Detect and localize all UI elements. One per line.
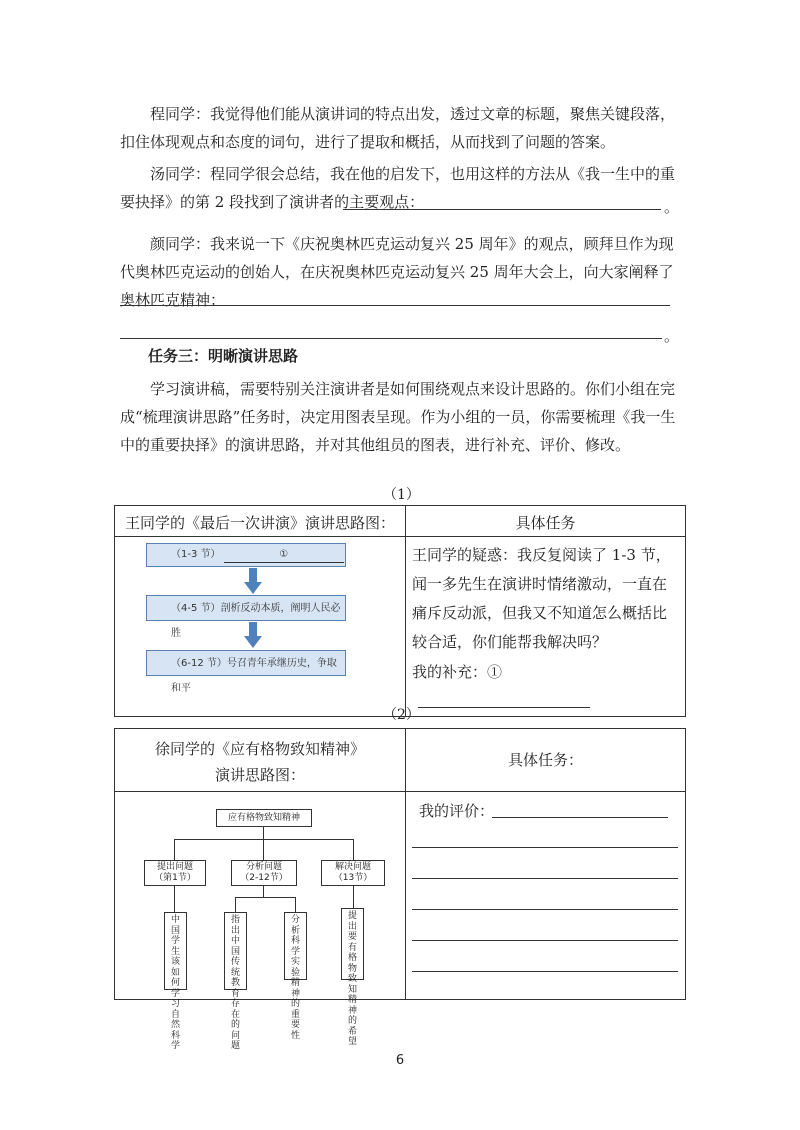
- tree-connector: [295, 897, 296, 913]
- table2-left-header: 徐同学的《应有格物致知精神》 演讲思路图：: [115, 729, 406, 792]
- tree-connector: [263, 885, 264, 897]
- paragraph-cheng: 程同学：我觉得他们能从演讲词的特点出发，透过文章的标题，聚焦关键段落，扣住体现观点和态度的词句，进行了提取和概括，从而找到了问题的答案。: [120, 105, 676, 151]
- table2-tree-cell: [115, 792, 406, 1051]
- table1-flowchart-cell: [115, 537, 406, 717]
- flow-box-1: （1-3 节） ①: [146, 543, 346, 567]
- tree-branch-2: 分析问题 （2-12节）: [231, 860, 297, 886]
- tang-answer-blank[interactable]: [343, 209, 661, 210]
- down-arrow-icon: [244, 568, 262, 594]
- table1-right-header: 具体任务: [406, 506, 686, 537]
- page-number: 6: [395, 1053, 405, 1068]
- tree-connector: [353, 885, 354, 909]
- table1-task-cell: [406, 537, 686, 717]
- table1-caption: （1）: [383, 487, 420, 503]
- evaluation-blank-2[interactable]: [412, 847, 678, 848]
- table2-right-header: 具体任务：: [406, 729, 686, 792]
- evaluation-label: 我的评价：: [419, 802, 495, 820]
- tang-text: 汤同学：程同学很会总结，我在他的启发下，也用这样的方法从《我一生中的重要抉择》的第 2 段找到了演讲者的主要观点：: [120, 165, 676, 211]
- tree-connector: [235, 897, 295, 898]
- tree-leaf-4: 提出要有格物致知精神的希望: [341, 908, 364, 980]
- tree-leaf-3: 分析科学实验精神的重要性: [284, 912, 307, 980]
- tree-branch-3: 解决问题 （13节）: [321, 860, 385, 886]
- tree-connector: [263, 825, 264, 839]
- supplement-blank[interactable]: [418, 689, 590, 708]
- table2-caption: （2）: [383, 707, 420, 723]
- down-arrow-icon: [244, 622, 262, 648]
- tree-root: 应有格物致知精神: [216, 809, 312, 827]
- evaluation-blank-4[interactable]: [412, 909, 678, 910]
- tree-connector: [353, 839, 354, 861]
- evaluation-blank-6[interactable]: [412, 971, 678, 972]
- flow-box-2: （4-5 节）剖析反动本质，阐明人民必胜: [146, 595, 346, 621]
- evaluation-blank-1[interactable]: [492, 817, 668, 818]
- table1: [114, 505, 686, 717]
- evaluation-blank-5[interactable]: [412, 940, 678, 941]
- tang-period: 。: [664, 198, 680, 216]
- tree-connector: [174, 839, 175, 861]
- tree-leaf-2: 指出中国传统教育存在的问题: [224, 912, 247, 990]
- task3-heading: 任务三：明晰演讲思路: [148, 347, 299, 365]
- task3-intro: 学习演讲稿，需要特别关注演讲者是如何围绕观点来设计思路的。你们小组在完成“梳理演讲思路”任务时，决定用图表呈现。作为小组的一员，你需要梳理《我一生中的重要抉择》的演讲思路，并对其他组员的图表，进行补充、评价、修改。: [120, 380, 676, 454]
- tree-leaf-1: 中国学生该如何学习自然科学: [164, 912, 187, 990]
- table2-evaluation-cell: [406, 792, 686, 1000]
- flow-box-3: （6-12 节）号召青年承继历史，争取和平: [146, 650, 346, 676]
- yan-answer-blank-1[interactable]: [120, 305, 670, 306]
- tree-connector: [174, 885, 175, 913]
- yan-period: 。: [664, 327, 680, 345]
- yan-answer-blank-2[interactable]: [120, 338, 662, 339]
- my-supplement: 我的补充：①: [412, 658, 679, 716]
- paragraph-yan: 颜同学：我来说一下《庆祝奥林匹克运动复兴 25 周年》的观点，顾拜旦作为现代奥林匹克运动的创始人，在庆祝奥林匹克运动复兴 25 周年大会上，向大家阐释了奥林匹克精神：: [120, 235, 674, 309]
- evaluation-blank-3[interactable]: [412, 878, 678, 879]
- tree-connector: [263, 839, 264, 861]
- paragraph-tang: [120, 160, 682, 216]
- tree-connector: [235, 897, 236, 913]
- flow-blank-1[interactable]: ①: [224, 548, 344, 563]
- wang-question: 王同学的疑惑：我反复阅读了 1-3 节，闻一多先生在演讲时情绪激动，一直在痛斥反动派，但我又不知道怎么概括比较合适，你们能帮我解决吗？: [412, 546, 671, 651]
- table1-left-header: 王同学的《最后一次讲演》演讲思路图：: [115, 506, 406, 537]
- tree-branch-1: 提出问题 （第1节）: [144, 860, 206, 886]
- table2: [114, 728, 686, 1051]
